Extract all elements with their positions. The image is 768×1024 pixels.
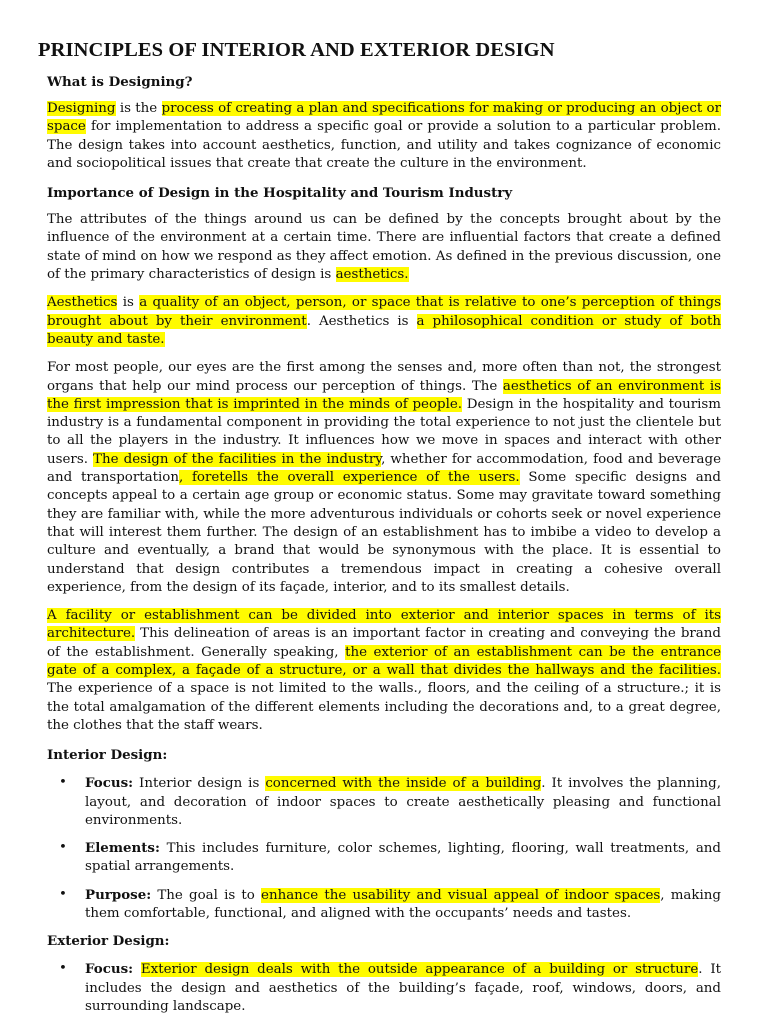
list-item-exterior-focus: • Focus: Exterior design deals with the outside appearance of a building or structure. It includes the design and aesthetics of the building’s façade, roof, windows, doors, and surrounding landscape. <box>47 960 721 1016</box>
heading-exterior-design: Exterior Design: <box>47 933 170 950</box>
heading-importance: Importance of Design in the Hospitality and Tourism Industry <box>47 185 513 202</box>
list-item-interior-purpose: • Purpose: The goal is to enhance the usability and visual appeal of indoor spaces, making them comfortable, functional, and aligned with the occupants’ needs and tastes. <box>47 886 721 924</box>
paragraph-attributes: The attributes of the things around us can be defined by the concepts brought about by the influence of the environment at a certain time. There are influential factors that create a defined state of mind on how we respond as they affect emotion. As defined in the previous discussion, one of the primary characteristics of design is aesthetics. <box>47 212 721 283</box>
highlight: concerned with the inside of a building <box>265 776 542 792</box>
highlight: A facility or establishment can be divided into exterior and interior spaces in terms of its architecture. <box>47 608 721 642</box>
paragraph-facility-spaces: A facility or establishment can be divided into exterior and interior spaces in terms of its architecture. This delineation of areas is an important factor in creating and conveying the brand of the establishment. Generally speaking, the exterior of an establishment can be the entrance gate of a complex, a façade of a structure, or a wall that divides the hallways and the facilities. The experience of a space is not limited to the walls., floors, and the ceiling of a structure.; it is the total amalgamation of the different elements including the decorations and, to a great degree, the clothes that the staff wears. <box>47 608 722 733</box>
highlight: Exterior design deals with the outside appearance of a building or structure <box>140 962 699 978</box>
highlight: Designing <box>47 101 116 116</box>
highlight: aesthetics. <box>335 267 409 283</box>
paragraph-designing-definition: Designing is the process of creating a plan and specifications for making or producing an object or space for implementation to address a specific goal or provide a solution to a particular problem. The design takes into account aesthetics, function, and utility and takes cognizance of economic and sociopolitical issues that create that create the culture in the environment. <box>47 101 721 171</box>
highlight: aesthetics of an environment is the first impression that is imprinted in the minds of people. <box>47 378 722 412</box>
highlight: , foretells the overall experience of the users. <box>178 470 520 486</box>
exterior-design-list <box>47 960 721 1016</box>
paragraph-perception: For most people, our eyes are the first among the senses and, more often than not, the strongest organs that help our mind process our perception of things. The aesthetics of an environment is the first impression that is imprinted in the minds of people. Design in the hospitality and tourism industry is a fundamental component in providing the total experience to not just the clientele but to all the players in the industry. It influences how we move in spaces and interact with other users. The design of the facilities in the industry, whether for accommodation, food and beverage and transportation, foretells the overall experience of the users. Some specific designs and concepts appeal to a certain age group or economic status. Some may gravitate toward something they are familiar with, while the more adventurous individuals or cohorts seek or novel experience that will interest them further. The design of an establishment has to imbibe a video to develop a culture and eventually, a brand that would be synonymous with the place. It is essential to understand that design contributes a tremendous impact in creating a cohesive overall experience, from the design of its façade, interior, and to its smallest details. <box>47 360 722 595</box>
highlight: enhance the usability and visual appeal of indoor spaces <box>261 887 661 903</box>
document-title: PRINCIPLES OF INTERIOR AND EXTERIOR DESIGN <box>38 39 555 61</box>
highlight: the exterior of an establishment can be the entrance gate of a complex, a façade of a structure, or a wall that divides the hallways and the facilities. <box>47 644 722 679</box>
highlight: process of creating a plan and specifications for making or producing an object or space <box>47 101 721 135</box>
highlight: The design of the facilities in the industry <box>93 451 382 467</box>
paragraph-aesthetics: Aesthetics is a quality of an object, person, or space that is relative to one’s perception of things brought about by their environment. Aesthetics is a philosophical condition or study of both beauty and taste. <box>47 295 721 347</box>
heading-interior-design: Interior Design: <box>47 747 168 764</box>
heading-what-is-designing: What is Designing? <box>47 74 193 90</box>
interior-design-list <box>47 774 721 923</box>
highlight: a quality of an object, person, or space that is relative to one’s perception of things brought about by their environment <box>47 295 721 329</box>
highlight: a philosophical condition or study of both beauty and taste. <box>47 313 721 347</box>
list-item-interior-elements: • Elements: This includes furniture, color schemes, lighting, flooring, wall treatments, and spatial arrangements. <box>47 839 721 877</box>
list-item-interior-focus: • Focus: Interior design is concerned with the inside of a building. It involves the planning, layout, and decoration of indoor spaces to create aesthetically pleasing and functional environments. <box>47 774 721 830</box>
highlight: Aesthetics <box>47 295 118 311</box>
